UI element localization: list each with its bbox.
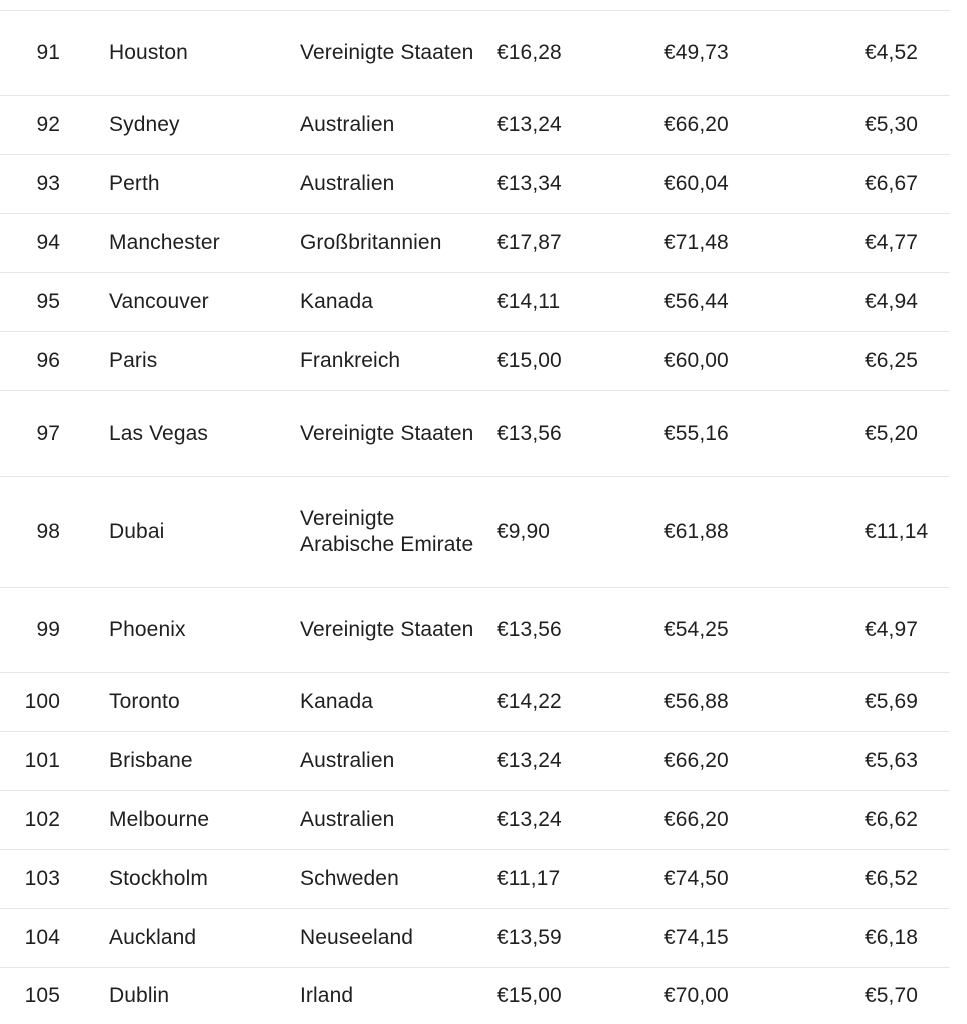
city-cell: Dublin xyxy=(109,984,170,1007)
value-2-cell: €66,20 xyxy=(664,749,729,772)
table-row xyxy=(0,968,950,1024)
value-1-cell: €13,24 xyxy=(497,808,562,831)
value-1-cell: €15,00 xyxy=(497,349,562,372)
table-row xyxy=(0,391,950,477)
city-cell: Stockholm xyxy=(109,867,208,890)
rank-cell: 93 xyxy=(36,172,60,195)
city-cell: Sydney xyxy=(109,113,180,136)
rank-cell: 103 xyxy=(24,867,60,890)
value-1-cell: €13,56 xyxy=(497,618,562,641)
value-2-cell: €55,16 xyxy=(664,421,729,445)
rank-cell: 91 xyxy=(36,41,60,64)
city-cell: Las Vegas xyxy=(109,421,208,445)
value-1-cell: €14,11 xyxy=(497,290,561,313)
country-cell: Frankreich xyxy=(300,349,401,372)
rank-cell: 95 xyxy=(36,290,60,313)
country-cell: Australien xyxy=(300,172,395,195)
value-3-cell: €6,67 xyxy=(865,172,919,195)
table-row xyxy=(0,155,950,214)
rank-cell: 105 xyxy=(24,984,60,1007)
value-1-cell: €13,24 xyxy=(497,113,562,136)
country-cell: Schweden xyxy=(300,867,399,890)
rank-cell: 101 xyxy=(24,749,60,772)
city-cell: Auckland xyxy=(109,926,197,949)
country-cell: Vereinigte Staaten xyxy=(300,618,474,641)
value-1-cell: €13,59 xyxy=(497,926,562,949)
rank-cell: 99 xyxy=(36,618,60,641)
country-cell: Großbritannien xyxy=(300,231,442,254)
rank-cell: 102 xyxy=(24,808,60,831)
rank-cell: 96 xyxy=(36,349,60,372)
value-3-cell: €5,69 xyxy=(865,690,919,713)
rank-cell: 92 xyxy=(36,113,60,136)
table-row xyxy=(0,791,950,850)
value-2-cell: €71,48 xyxy=(664,231,729,254)
value-3-cell: €6,18 xyxy=(865,926,919,949)
value-3-cell: €4,52 xyxy=(865,41,919,64)
value-3-cell: €6,52 xyxy=(865,867,919,890)
city-cell: Vancouver xyxy=(109,290,209,313)
city-cell: Phoenix xyxy=(109,618,186,641)
rank-cell: 98 xyxy=(36,520,60,543)
country-cell: Kanada xyxy=(300,290,374,313)
value-2-cell: €61,88 xyxy=(664,520,729,543)
value-2-cell: €54,25 xyxy=(664,618,729,641)
value-3-cell: €5,70 xyxy=(865,984,919,1007)
value-2-cell: €70,00 xyxy=(664,984,729,1007)
table-row xyxy=(0,273,950,332)
city-cell: Manchester xyxy=(109,231,220,254)
country-cell: Neuseeland xyxy=(300,926,414,949)
value-2-cell: €60,04 xyxy=(664,172,729,195)
country-cell: Vereinigte Staaten xyxy=(300,421,474,445)
country-cell: Australien xyxy=(300,113,395,136)
city-cell: Dubai xyxy=(109,520,165,543)
table-row xyxy=(0,96,950,155)
value-2-cell: €60,00 xyxy=(664,349,729,372)
value-1-cell: €16,28 xyxy=(497,41,562,64)
value-2-cell: €74,50 xyxy=(664,867,729,890)
table-row xyxy=(0,732,950,791)
value-2-cell: €56,88 xyxy=(664,690,729,713)
rank-cell: 94 xyxy=(36,231,60,254)
country-cell: Australien xyxy=(300,749,395,772)
city-cell: Houston xyxy=(109,41,188,64)
table-row xyxy=(0,11,950,96)
value-1-cell: €11,17 xyxy=(497,867,561,890)
table-row xyxy=(0,673,950,732)
country-cell: Irland xyxy=(300,984,354,1007)
value-1-cell: €15,00 xyxy=(497,984,562,1007)
table-row xyxy=(0,477,950,588)
value-1-cell: €9,90 xyxy=(497,520,551,543)
value-3-cell: €5,30 xyxy=(865,113,919,136)
value-2-cell: €66,20 xyxy=(664,113,729,136)
value-2-cell: €56,44 xyxy=(664,290,729,313)
value-3-cell: €4,77 xyxy=(865,231,919,254)
rank-cell: 97 xyxy=(36,421,60,445)
city-cell: Brisbane xyxy=(109,749,193,772)
table-row xyxy=(0,332,950,391)
value-1-cell: €13,56 xyxy=(497,421,562,445)
country-cell: Vereinigte Arabische Emirate xyxy=(300,507,474,556)
table-row xyxy=(0,850,950,909)
value-3-cell: €5,63 xyxy=(865,749,919,772)
city-cell: Paris xyxy=(109,349,158,372)
value-3-cell: €11,14 xyxy=(865,520,929,543)
city-cell: Melbourne xyxy=(109,808,210,831)
city-cell: Perth xyxy=(109,172,160,195)
value-3-cell: €6,62 xyxy=(865,808,919,831)
country-cell: Vereinigte Staaten xyxy=(300,41,474,64)
table-row xyxy=(0,214,950,273)
value-2-cell: €66,20 xyxy=(664,808,729,831)
city-cell: Toronto xyxy=(109,690,180,713)
country-cell: Kanada xyxy=(300,690,374,713)
value-1-cell: €13,24 xyxy=(497,749,562,772)
table-row xyxy=(0,909,950,968)
table-row xyxy=(0,588,950,673)
rank-cell: 100 xyxy=(24,690,60,713)
value-1-cell: €14,22 xyxy=(497,690,562,713)
value-1-cell: €13,34 xyxy=(497,172,562,195)
value-2-cell: €49,73 xyxy=(664,41,729,64)
country-cell: Australien xyxy=(300,808,395,831)
value-2-cell: €74,15 xyxy=(664,926,729,949)
value-3-cell: €6,25 xyxy=(865,349,919,372)
value-3-cell: €5,20 xyxy=(865,421,919,445)
value-3-cell: €4,94 xyxy=(865,290,919,313)
rank-cell: 104 xyxy=(24,926,60,949)
value-1-cell: €17,87 xyxy=(497,231,562,254)
value-3-cell: €4,97 xyxy=(865,618,919,641)
